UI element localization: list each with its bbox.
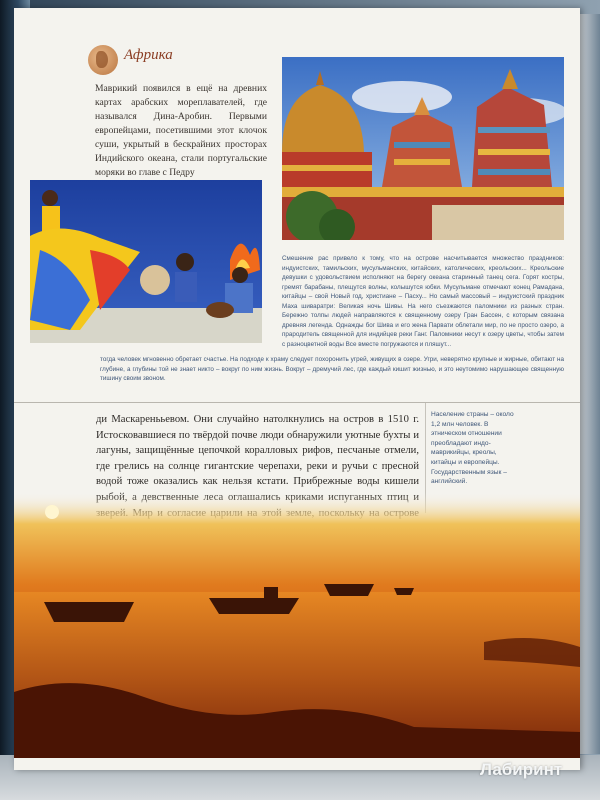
dance-photo — [30, 180, 262, 343]
labirint-watermark: Лабиринт — [480, 760, 563, 779]
sunset-photo — [14, 492, 580, 758]
temple-photo — [282, 57, 564, 240]
section-divider — [14, 402, 580, 403]
intro-paragraph: Маврикий появился в ещё на древних картах арабских мореплавателей, где назывался Дина-Аробин. Первыми европейцами, посетившими этот клочок суши, укрытый в бескрайних просторах Индийского океана, стали португальские моряки во главе с Педру — [95, 83, 267, 178]
book-page-edge — [580, 14, 600, 754]
photo-caption: Смешение рас привело к тому, что на острове насчитывается множество праздников: индуистских, тамильских, мусульманских, китайских, католических, креольских... Креольские девушки с удовольствием исполняют на берегу океана старинный танец сега. Горят костры, гремят барабаны, плещутся волны, колышутся юбки. Мусульмане отмечают конец Рамадана, китайцы – свой Новый год, христиане – Пасху... Но самый массовый – индуистский праздник Маха шиваратри: Великая ночь Шивы. На него съезжаются паломники из разных стран. Бережно толпы людей направляются к священному озеру Гран Бассен, с которым связана древняя легенда. Однажды бог Шива и его жена Парвати облетали мир, по не просто озеро, а прародитель священной для индийцев реки Ганг. Паломники несут к озеру цветы, чтобы затем с разноцветной воды Все вместе погружаются и пляшут... — [282, 255, 564, 348]
photo-caption-continued: тогда человек мгновенно обретает счастье. На подходе к храму следует похоронить угрей, живущих в озере. Угри, неверятно крупные и жирные, обитают на глубине, а глубины той не знает никто – вокруг по ним жизнь. Вокруг – дремучий лес, где каждый кишит жизнью, и это неутомимо нарушающее священную тишину своим звоном. — [100, 356, 564, 382]
sidebar-note: Население страны – около 1,2 млн человек. В этническом отношении преобладают индо-маврикийцы, креолы, китайцы и европейцы. Государственным язык – английский. — [431, 411, 514, 486]
section-title: Африка — [124, 47, 173, 63]
africa-map-icon — [88, 45, 118, 75]
body-paragraph: ди Маскаренььевом. Они случайно натолкнулись на остров в 1510 г. Истосковавшиеся по твёрдой почве люди обнаружили уютные бухты и лагуны, защищённые цепочкой коралловых рифов, песчаные отмели, где грелись на солнце гигантские черепахи, реки и ручьи с пресной водой тоже оказались как нельзя кстати. Прибрежные воды кишели — [96, 414, 419, 488]
